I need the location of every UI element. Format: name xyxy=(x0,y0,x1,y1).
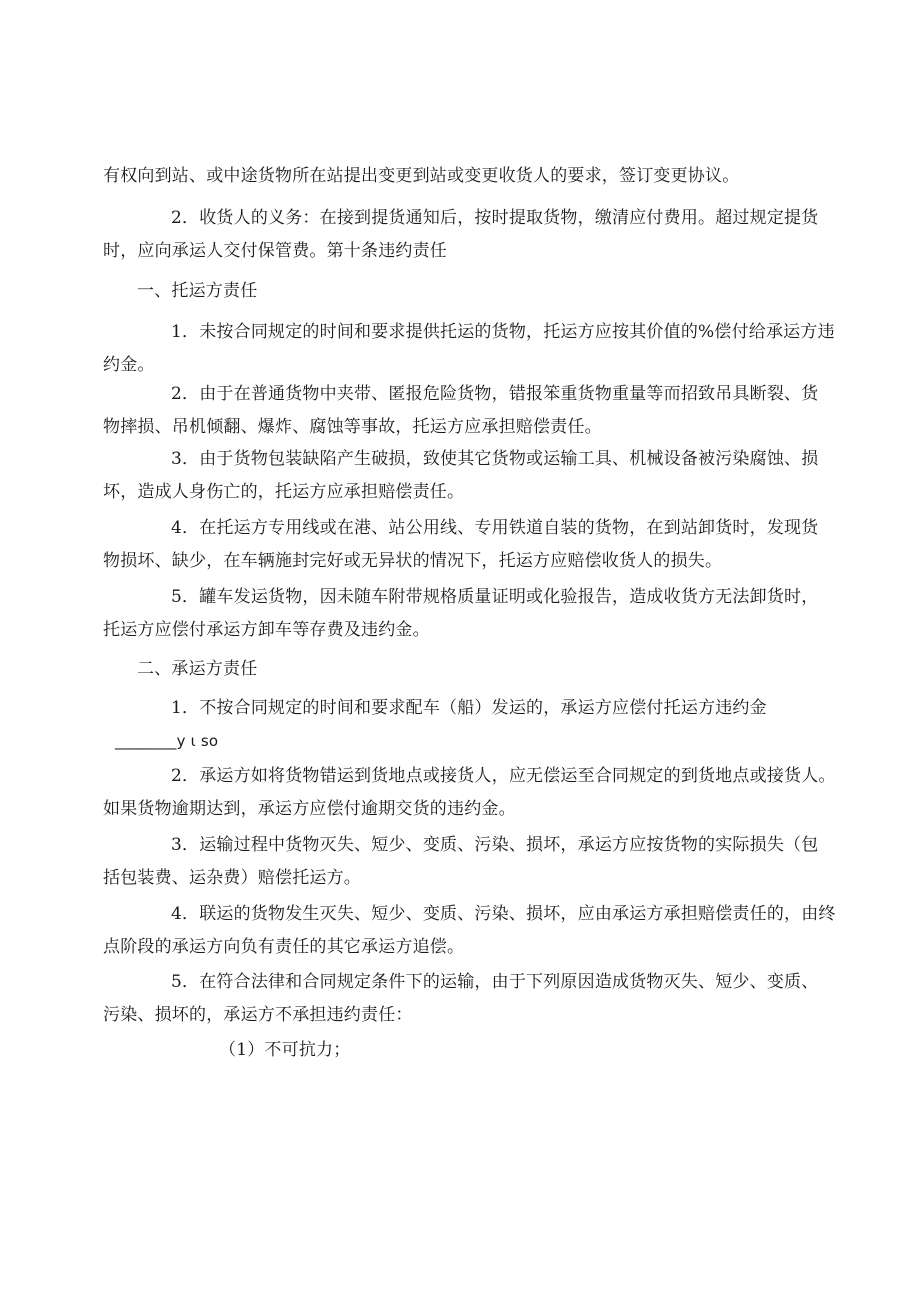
paragraph-carrier-3 xyxy=(103,829,843,895)
paragraph-shipper-5 xyxy=(103,581,843,647)
paragraph-shipper-3 xyxy=(103,443,843,509)
text-line: 3．运输过程中货物灭失、短少、变质、污染、损坏，承运方应按货物的实际损失（包 xyxy=(171,835,819,855)
text-line: 时，应向承运人交付保管费。第十条违约责任 xyxy=(103,241,447,261)
text-line: 约金。 xyxy=(103,355,155,375)
paragraph-carrier-5 xyxy=(103,966,843,1032)
text-line: 括包装费、运杂费）赔偿托运方。 xyxy=(103,868,361,888)
text-line: 有权向到站、或中途货物所在站提出变更到站或变更收货人的要求，签订变更协议。 xyxy=(103,166,740,186)
text-line: 1．不按合同规定的时间和要求配车（船）发运的，承运方应偿付托运方违约金 xyxy=(171,698,767,718)
text-line: 2．由于在普通货物中夹带、匿报危险货物，错报笨重货物重量等而招致吊具断裂、货 xyxy=(171,384,819,404)
paragraph-carrier-4 xyxy=(103,898,843,964)
text-line: 4．在托运方专用线或在港、站公用线、专用铁道自装的货物，在到站卸货时，发现货 xyxy=(171,518,819,538)
text-line: 二、承运方责任 xyxy=(137,659,258,679)
text-line: 5．罐车发运货物，因未随车附带规格质量证明或化验报告，造成收货方无法卸货时， xyxy=(171,587,819,607)
paragraph-shipper-2 xyxy=(103,378,843,444)
text-line: 托运方应偿付承运方卸车等存费及违约金。 xyxy=(103,620,430,640)
section-heading-shipper-liability xyxy=(103,275,843,308)
paragraph-carrier-2 xyxy=(103,760,843,826)
text-line: 坏，造成人身伤亡的，托运方应承担赔偿责任。 xyxy=(103,482,465,502)
text-line: 污染、损坏的，承运方不承担违约责任： xyxy=(103,1005,413,1025)
text-line: （1）不可抗力； xyxy=(219,1040,351,1060)
blank-fill-line: ________y ι so xyxy=(115,732,219,750)
text-line: 4．联运的货物发生灭失、短少、变质、污染、损坏，应由承运方承担赔偿责任的，由终 xyxy=(171,904,836,924)
text-line: 点阶段的承运方向负有责任的其它承运方追偿。 xyxy=(103,937,465,957)
text-line: 2．承运方如将货物错运到货地点或接货人，应无偿运至合同规定的到货地点或接货人。 xyxy=(171,766,836,786)
text-line: 物损坏、缺少，在车辆施封完好或无异状的情况下，托运方应赔偿收货人的损失。 xyxy=(103,551,723,571)
paragraph-shipper-1 xyxy=(103,316,843,382)
text-line: 2．收货人的义务：在接到提货通知后，按时提取货物，缴清应付费用。超过规定提货 xyxy=(171,208,819,228)
section-heading-carrier-liability xyxy=(103,653,843,686)
text-line: 物摔损、吊机倾翻、爆炸、腐蚀等事故，托运方应承担赔偿责任。 xyxy=(103,417,602,437)
text-line: 如果货物逾期达到，承运方应偿付逾期交货的违约金。 xyxy=(103,799,516,819)
text-line: 3．由于货物包装缺陷产生破损，致使其它货物或运输工具、机械设备被污染腐蚀、损 xyxy=(171,449,819,469)
list-item-force-majeure xyxy=(103,1034,843,1067)
text-line: 一、托运方责任 xyxy=(137,281,258,301)
text-line: 1．未按合同规定的时间和要求提供托运的货物，托运方应按其价值的%偿付给承运方违 xyxy=(171,322,835,342)
paragraph-change-request xyxy=(103,160,843,193)
paragraph-shipper-4 xyxy=(103,512,843,578)
paragraph-carrier-1 xyxy=(103,692,843,758)
text-line: 5．在符合法律和合同规定条件下的运输，由于下列原因造成货物灭失、短少、变质、 xyxy=(171,972,819,992)
paragraph-consignee-duty xyxy=(103,202,843,268)
